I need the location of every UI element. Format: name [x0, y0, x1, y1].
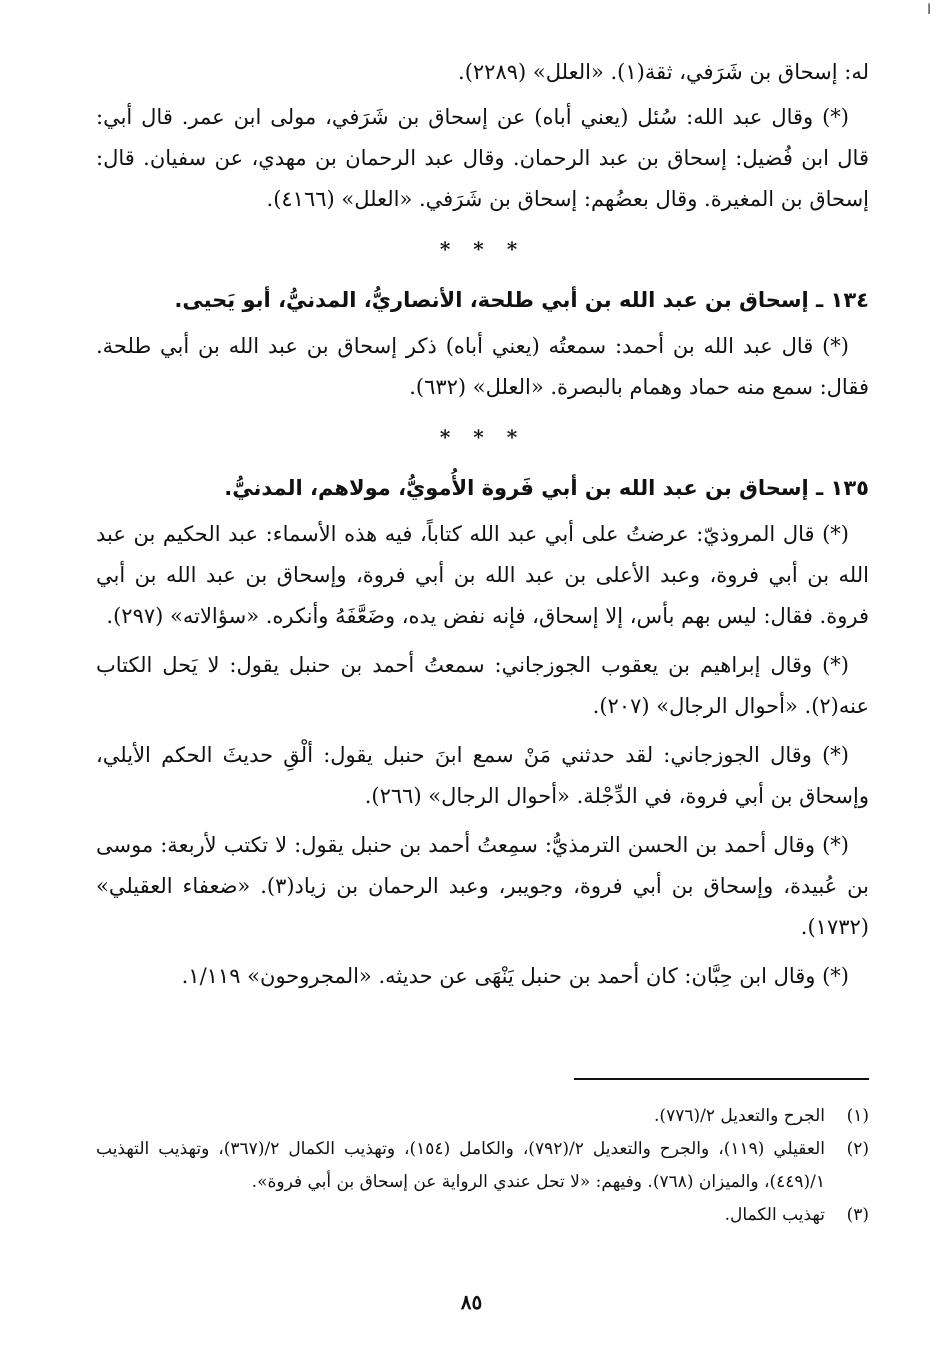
footnote	[96, 1199, 869, 1232]
footnote-text: الجرح والتعديل ٢/(٧٧٦).	[654, 1106, 825, 1126]
footnote-number: (٢)	[846, 1139, 869, 1159]
entry-135-paragraph-3: (*) وقال الجوزجاني: لقد حدثني مَنْ سمع ابنَ حنبل يقول: ألْقِ حديثَ الحكم الأيلي، وإسحاق بن أبي فروة، في الدِّجْلة. «أحوال الرجال» (٢٦٦).	[96, 743, 869, 808]
entry-135-paragraph-1: (*) قال المروذيّ: عرضتُ على أبي عبد الله كتاباً، فيه هذه الأسماء: عبد الحكيم بن عبد الله بن أبي فروة، وعبد الأعلى بن عبد الله بن أبي فروة، وإسحاق بن عبد الله بن أبي فروة. فقال: ليس بهم بأس، إلا إسحاق، فإنه نفض يده، وضَعَّفَهُ وأنكره. «سؤالاته» (٢٩٧).	[96, 522, 869, 628]
intro-line: له: إسحاق بن شَرَفي، ثقة(١). «العلل» (٢٢٨٩).	[458, 60, 869, 84]
page-number: ٨٥	[460, 1290, 483, 1314]
main-text	[96, 52, 869, 997]
entry-135-paragraph-2: (*) وقال إبراهيم بن يعقوب الجوزجاني: سمعتُ أحمد بن حنبل يقول: لا يَحل الكتاب عنه(٢). «أحوال الرجال» (٢٠٧).	[96, 653, 869, 718]
entry-134-paragraph: (*) قال عبد الله بن أحمد: سمعتُه (يعني أباه) ذكر إسحاق بن عبد الله بن أبي طلحة. فقال: سمع منه حماد وهمام بالبصرة. «العلل» (٦٣٢).	[96, 334, 869, 399]
entry-heading-135: ١٣٥ ـ إسحاق بن عبد الله بن أبي فَروة الأُمويُّ، مولاهم، المدنيُّ.	[224, 476, 869, 500]
footnote-text: العقيلي (١١٩)، والجرح والتعديل ٢/(٧٩٢)، والكامل (١٥٤)، وتهذيب الكمال ٢/(٣٦٧)، وتهذيب التهذيب ١/(٤٤٩)، والميزان (٧٦٨). وفيهم: «لا تحل عندي الرواية عن إسحاق بن أبي فروة».	[96, 1139, 825, 1192]
footnote	[96, 1100, 869, 1133]
footnote-divider	[574, 1078, 869, 1080]
corner-mark: ا	[927, 2, 931, 18]
footnote-number: (٣)	[846, 1205, 869, 1225]
entry-135-paragraph-5: (*) وقال ابن حِبَّان: كان أحمد بن حنبل يَنْهَى عن حديثه. «المجروحون» ١/١١٩.	[181, 964, 849, 988]
footnotes	[96, 1100, 869, 1232]
footnote-number: (١)	[846, 1106, 869, 1126]
footnote	[96, 1133, 869, 1199]
section-separator: * * *	[439, 237, 526, 261]
intro-paragraph: (*) وقال عبد الله: سُئل (يعني أباه) عن إسحاق بن شَرَفي، مولى ابن عمر. قال أبي: قال ابن فُضيل: إسحاق بن عبد الرحمان. وقال عبد الرحمان بن مهدي، عن سفيان. قال: إسحاق بن المغيرة. وقال بعضُهم: إسحاق بن شَرَفي. «العلل» (٤١٦٦).	[96, 105, 869, 211]
footnote-text: تهذيب الكمال.	[724, 1205, 825, 1225]
entry-135-paragraph-4: (*) وقال أحمد بن الحسن الترمذيُّ: سمِعتُ أحمد بن حنبل يقول: لا تكتب لأربعة: موسى بن عُبيدة، وإسحاق بن أبي فروة، وجويبر، وعبد الرحمان بن زياد(٣). «ضعفاء العقيلي» (١٧٣٢).	[96, 833, 869, 939]
entry-heading-134: ١٣٤ ـ إسحاق بن عبد الله بن أبي طلحة، الأنصاريُّ، المدنيُّ، أبو يَحيى.	[174, 288, 869, 312]
section-separator: * * *	[439, 425, 526, 449]
